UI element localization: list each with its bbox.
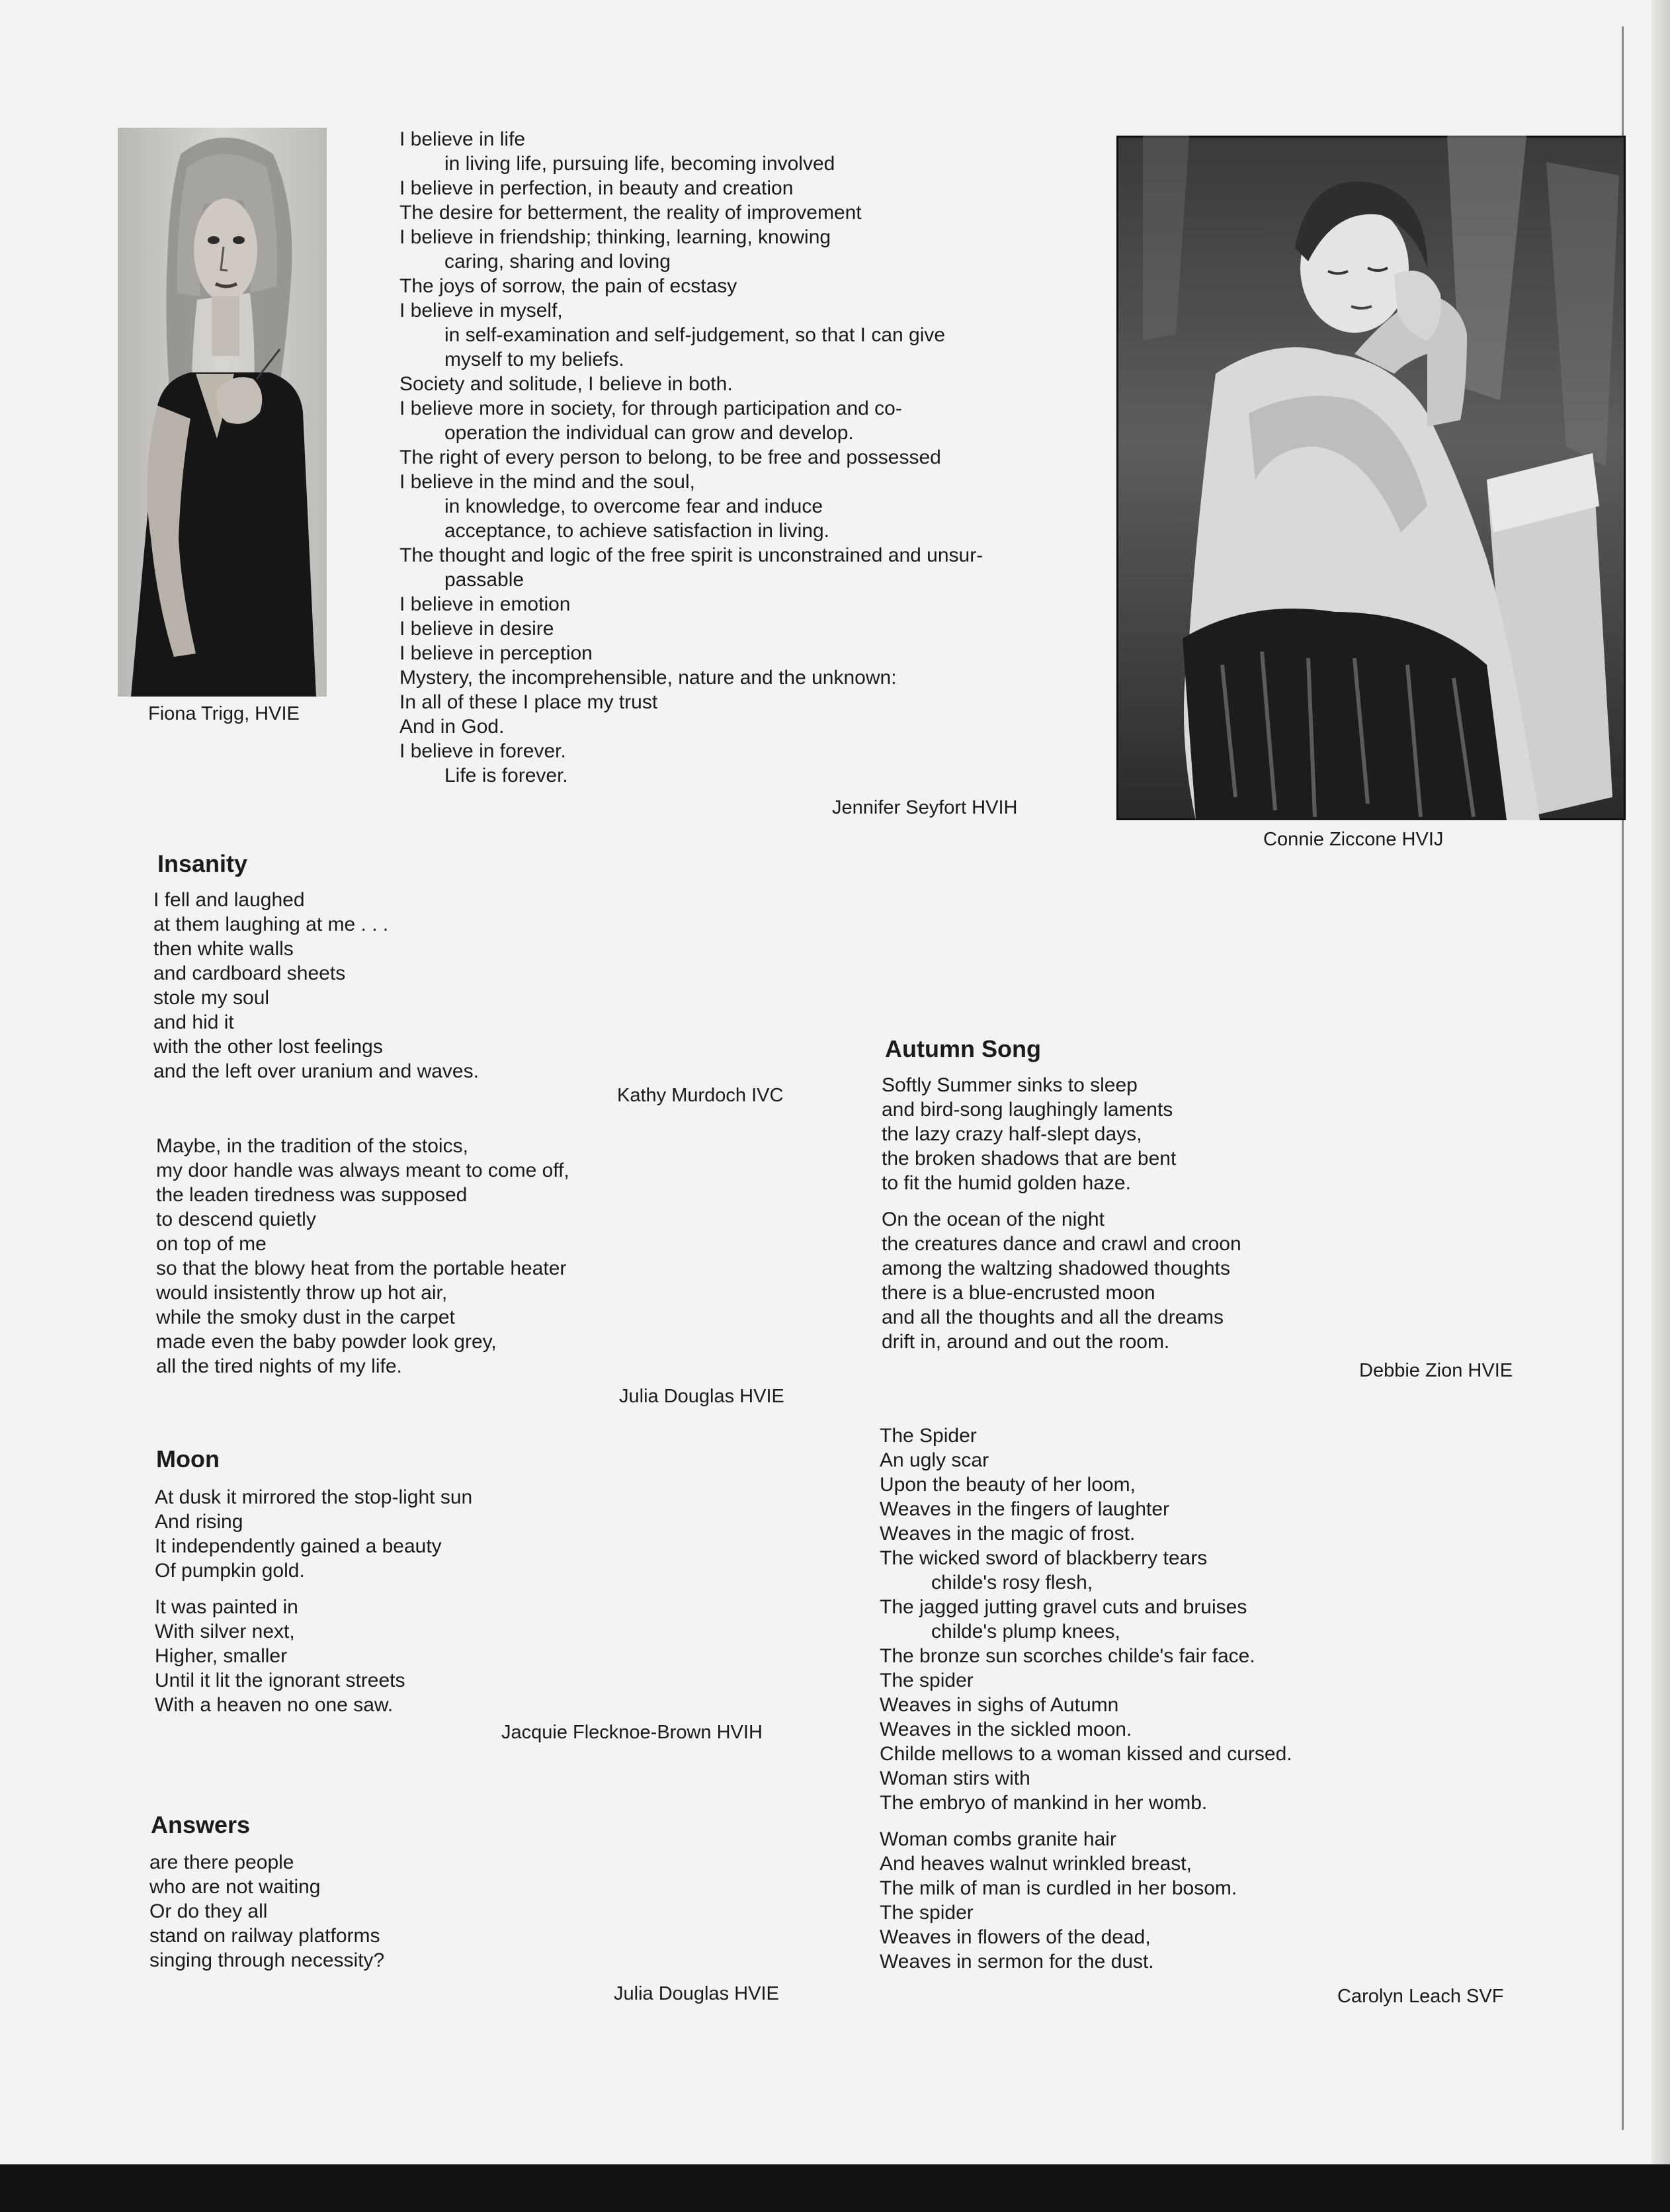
poem-answers-author: Julia Douglas HVIE — [614, 1983, 779, 2004]
poem-line: I believe in the mind and the soul, — [399, 471, 695, 493]
poem-line: I believe in myself, — [399, 300, 563, 321]
poem-line: The bronze sun scorches childe's fair face. — [880, 1645, 1255, 1667]
poem-line: It was painted in — [155, 1596, 298, 1618]
poem-line: I believe in perfection, in beauty and creation — [399, 177, 794, 199]
poem-line: Woman stirs with — [880, 1767, 1030, 1789]
poem-spider-author: Carolyn Leach SVF — [1337, 1986, 1504, 2007]
poem-line: and hid it — [153, 1011, 234, 1033]
poem-line: to fit the humid golden haze. — [882, 1172, 1131, 1194]
poem-line: all the tired nights of my life. — [156, 1355, 402, 1377]
poem-line: I believe in desire — [399, 618, 554, 640]
poem-line: The Spider — [880, 1425, 977, 1447]
poem-line: childe's rosy flesh, — [931, 1572, 1093, 1594]
poem-line: The embryo of mankind in her womb. — [880, 1792, 1208, 1814]
poem-line: Weaves in the magic of frost. — [880, 1523, 1136, 1545]
poem-line: The joys of sorrow, the pain of ecstasy — [399, 275, 737, 297]
poem-line: Childe mellows to a woman kissed and cursed. — [880, 1743, 1292, 1765]
poem-line: while the smoky dust in the carpet — [156, 1306, 455, 1328]
artwork-right-caption: Connie Ziccone HVIJ — [1263, 829, 1444, 850]
artwork-portrait-veiled-woman — [118, 128, 327, 697]
poem-line: childe's plump knees, — [931, 1621, 1120, 1642]
poem-line: Weaves in flowers of the dead, — [880, 1926, 1151, 1948]
poem-line: and bird-song laughingly laments — [882, 1099, 1173, 1121]
poem-line: the broken shadows that are bent — [882, 1148, 1177, 1170]
stanza-gap — [882, 1195, 1241, 1207]
page-edge-shadow — [1651, 0, 1670, 2212]
poem-line: stole my soul — [153, 987, 270, 1009]
poem-line: caring, sharing and loving — [444, 251, 671, 273]
poem-belief-text — [399, 127, 983, 788]
poem-line: and cardboard sheets — [153, 962, 346, 984]
poem-line: to descend quietly — [156, 1209, 316, 1230]
poem-insanity-title: Insanity — [157, 850, 248, 877]
poem-line: the creatures dance and crawl and croon — [882, 1233, 1241, 1255]
poem-line: With a heaven no one saw. — [155, 1694, 394, 1716]
poem-line: in self-examination and self-judgement, so that I can give — [444, 324, 946, 346]
poem-line: And in God. — [399, 716, 505, 738]
poem-moon-title: Moon — [156, 1445, 220, 1472]
poem-line: Life is forever. — [444, 765, 568, 787]
poem-spider-text — [880, 1424, 1292, 1974]
poem-line: The spider — [880, 1670, 974, 1691]
poem-line: Upon the beauty of her loom, — [880, 1474, 1136, 1496]
poem-line: the lazy crazy half-slept days, — [882, 1123, 1142, 1145]
poem-line: In all of these I place my trust — [399, 691, 658, 713]
poem-line: On the ocean of the night — [882, 1209, 1105, 1230]
poem-line: Higher, smaller — [155, 1645, 288, 1667]
poem-line: Weaves in the sickled moon. — [880, 1719, 1132, 1740]
poem-line: there is a blue-encrusted moon — [882, 1282, 1155, 1304]
poem-line: stand on railway platforms — [149, 1925, 380, 1947]
poem-stoics-text — [156, 1134, 569, 1379]
poem-line: The right of every person to belong, to be free and possessed — [399, 447, 941, 468]
poem-line: passable — [444, 569, 524, 591]
poem-stoics-author: Julia Douglas HVIE — [619, 1386, 784, 1407]
poem-line: then white walls — [153, 938, 294, 960]
poem-line: at them laughing at me . . . — [153, 914, 389, 935]
poem-autumn-text — [882, 1073, 1241, 1354]
poem-line: so that the blowy heat from the portable heater — [156, 1257, 567, 1279]
poem-answers-text — [149, 1850, 384, 1973]
poem-line: singing through necessity? — [149, 1949, 385, 1971]
poem-line: myself to my beliefs. — [444, 349, 624, 370]
poem-line: The jagged jutting gravel cuts and bruises — [880, 1596, 1247, 1618]
poem-line: Weaves in sighs of Autumn — [880, 1694, 1119, 1716]
poem-line: I believe in life — [399, 128, 526, 150]
poem-line: Weaves in sermon for the dust. — [880, 1951, 1154, 1973]
poem-line: The spider — [880, 1902, 974, 1924]
poem-line: are there people — [149, 1851, 294, 1873]
poem-line: Of pumpkin gold. — [155, 1560, 305, 1582]
poem-line: would insistently throw up hot air, — [156, 1282, 448, 1304]
poem-line: I fell and laughed — [153, 889, 305, 911]
poem-line: drift in, around and out the room. — [882, 1331, 1170, 1353]
poem-line: Until it lit the ignorant streets — [155, 1670, 405, 1691]
poem-line: Softly Summer sinks to sleep — [882, 1074, 1138, 1096]
poem-line: my door handle was always meant to come off, — [156, 1160, 569, 1181]
stanza-gap — [880, 1815, 1292, 1827]
poem-line: The wicked sword of blackberry tears — [880, 1547, 1208, 1569]
poem-line: The thought and logic of the free spirit is unconstrained and unsur- — [399, 544, 983, 566]
poem-line: who are not waiting — [149, 1876, 321, 1898]
poem-answers-title: Answers — [151, 1811, 251, 1838]
poem-autumn-title: Autumn Song — [885, 1035, 1041, 1062]
stanza-gap — [155, 1583, 472, 1595]
poem-line: in living life, pursuing life, becoming involved — [444, 153, 835, 175]
poem-line: I believe in friendship; thinking, learning, knowing — [399, 226, 831, 248]
poem-line: The desire for betterment, the reality of improvement — [399, 202, 862, 224]
poem-line: An ugly scar — [880, 1449, 989, 1471]
poem-line: and all the thoughts and all the dreams — [882, 1306, 1224, 1328]
poem-line: And rising — [155, 1511, 243, 1533]
poem-line: Society and solitude, I believe in both. — [399, 373, 733, 395]
poem-moon-author: Jacquie Flecknoe-Brown HVIH — [501, 1722, 763, 1743]
poem-line: At dusk it mirrored the stop-light sun — [155, 1486, 473, 1508]
poem-insanity-text — [153, 888, 479, 1084]
poem-insanity-author: Kathy Murdoch IVC — [617, 1085, 784, 1106]
poem-line: Mystery, the incomprehensible, nature and the unknown: — [399, 667, 897, 689]
poem-line: I believe in emotion — [399, 593, 571, 615]
poem-line: on top of me — [156, 1233, 267, 1255]
poem-line: the leaden tiredness was supposed — [156, 1184, 468, 1206]
poem-line: Weaves in the fingers of laughter — [880, 1498, 1170, 1520]
poem-autumn-author: Debbie Zion HVIE — [1359, 1360, 1513, 1381]
poem-line: Woman combs granite hair — [880, 1828, 1116, 1850]
poem-line: I believe more in society, for through participation and co- — [399, 398, 902, 419]
poem-line: The milk of man is curdled in her bosom. — [880, 1877, 1237, 1899]
poem-line: I believe in perception — [399, 642, 593, 664]
poem-line: With silver next, — [155, 1621, 295, 1642]
poem-line: made even the baby powder look grey, — [156, 1331, 497, 1353]
poem-line: acceptance, to achieve satisfaction in living. — [444, 520, 829, 542]
artwork-painting-resting-woman — [1116, 136, 1626, 820]
poem-line: operation the individual can grow and develop. — [444, 422, 854, 444]
poem-line: It independently gained a beauty — [155, 1535, 442, 1557]
poem-moon-text — [155, 1485, 472, 1717]
poem-line: And heaves walnut wrinkled breast, — [880, 1853, 1192, 1875]
poem-line: I believe in forever. — [399, 740, 566, 762]
poem-line: Maybe, in the tradition of the stoics, — [156, 1135, 468, 1157]
poem-line: in knowledge, to overcome fear and induce — [444, 495, 823, 517]
poem-line: and the left over uranium and waves. — [153, 1060, 479, 1082]
artwork-left-caption: Fiona Trigg, HVIE — [148, 703, 300, 724]
poem-line: among the waltzing shadowed thoughts — [882, 1257, 1231, 1279]
page-bottom-shadow — [0, 2164, 1670, 2212]
poem-line: Or do they all — [149, 1900, 268, 1922]
poem-belief-author: Jennifer Seyfort HVIH — [832, 797, 1018, 818]
poem-line: with the other lost feelings — [153, 1036, 383, 1058]
